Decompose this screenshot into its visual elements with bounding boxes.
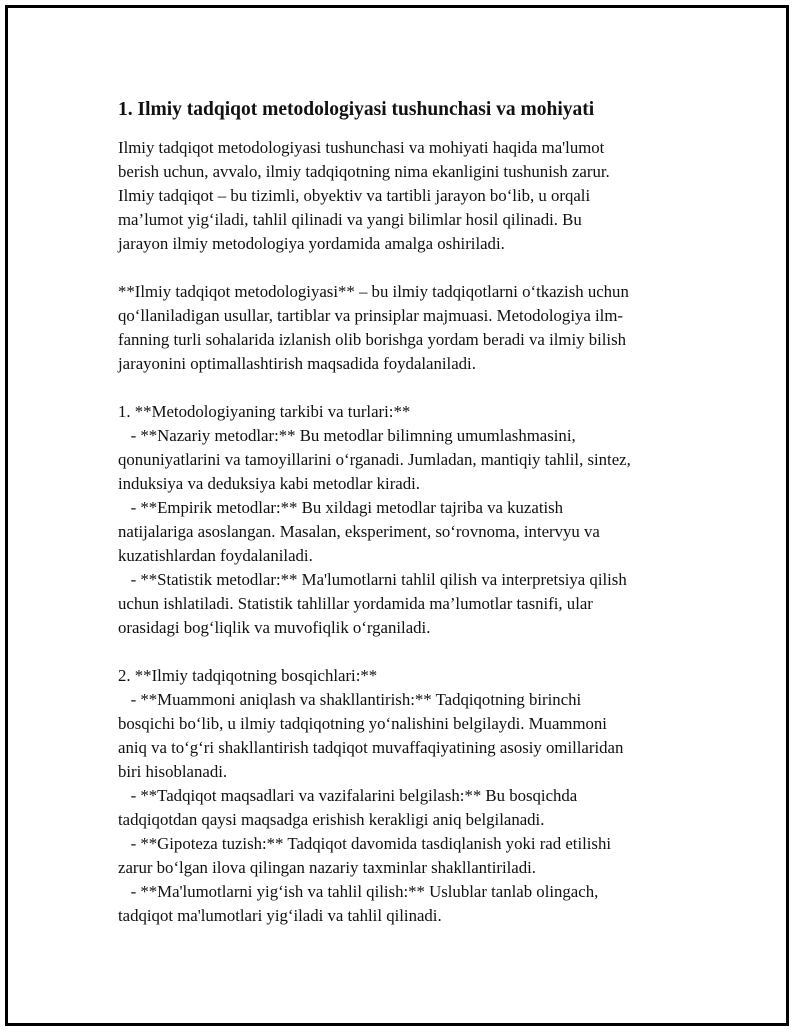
section-heading: 1. Ilmiy tadqiqot metodologiyasi tushunchasi va mohiyati (118, 99, 595, 120)
document-page (5, 5, 789, 1026)
text-line: jarayon ilmiy metodologiya yordamida amalga oshiriladi. (118, 234, 505, 253)
blank-line (118, 376, 693, 400)
text-line: 1. **Metodologiyaning tarkibi va turlari:** (118, 402, 411, 421)
text-line: aniq va to‘g‘ri shakllantirish tadqiqot muvaffaqiyatining asosiy omillaridan (118, 738, 624, 757)
document-body (118, 136, 693, 928)
text-line: biri hisoblanadi. (118, 762, 228, 781)
document-content (118, 98, 693, 928)
text-line: - **Gipoteza tuzish:** Tadqiqot davomida tasdiqlanish yoki rad etilishi (118, 834, 612, 853)
text-line: Ilmiy tadqiqot – bu tizimli, obyektiv va tartibli jarayon bo‘lib, u orqali (118, 186, 591, 205)
text-line: - **Statistik metodlar:** Ma'lumotlarni tahlil qilish va interpretsiya qilish (118, 570, 627, 589)
text-line: - **Ma'lumotlarni yig‘ish va tahlil qilish:** Uslublar tanlab olingach, (118, 882, 599, 901)
text-line: jarayonini optimallashtirish maqsadida foydalaniladi. (118, 354, 476, 373)
text-line: uchun ishlatiladi. Statistik tahlillar yordamida ma’lumotlar tasnifi, ular (118, 594, 593, 613)
blank-line (118, 256, 693, 280)
text-line: **Ilmiy tadqiqot metodologiyasi** – bu ilmiy tadqiqotlarni o‘tkazish uchun (118, 282, 629, 301)
text-line: qo‘llaniladigan usullar, tartiblar va prinsiplar majmuasi. Metodologiya ilm- (118, 306, 623, 325)
text-line: tadqiqotdan qaysi maqsadga erishish kerakligi aniq belgilanadi. (118, 810, 545, 829)
text-line: induksiya va deduksiya kabi metodlar kiradi. (118, 474, 420, 493)
text-line: Ilmiy tadqiqot metodologiyasi tushunchasi va mohiyati haqida ma'lumot (118, 138, 605, 157)
text-line: orasidagi bog‘liqlik va muvofiqlik o‘rganiladi. (118, 618, 431, 637)
text-line: - **Nazariy metodlar:** Bu metodlar bilimning umumlashmasini, (118, 426, 576, 445)
text-line: ma’lumot yig‘iladi, tahlil qilinadi va yangi bilimlar hosil qilinadi. Bu (118, 210, 582, 229)
text-line: natijalariga asoslangan. Masalan, eksperiment, so‘rovnoma, intervyu va (118, 522, 600, 541)
text-line: qonuniyatlarini va tamoyillarini o‘rganadi. Jumladan, mantiqiy tahlil, sintez, (118, 450, 631, 469)
text-line: tadqiqot ma'lumotlari yig‘iladi va tahlil qilinadi. (118, 906, 442, 925)
text-line: - **Tadqiqot maqsadlari va vazifalarini belgilash:** Bu bosqichda (118, 786, 578, 805)
text-line: kuzatishlardan foydalaniladi. (118, 546, 313, 565)
text-line: - **Muammoni aniqlash va shakllantirish:** Tadqiqotning birinchi (118, 690, 582, 709)
text-line: 2. **Ilmiy tadqiqotning bosqichlari:** (118, 666, 378, 685)
text-line: - **Empirik metodlar:** Bu xildagi metodlar tajriba va kuzatish (118, 498, 564, 517)
text-line: fanning turli sohalarida izlanish olib borishga yordam beradi va ilmiy bilish (118, 330, 626, 349)
text-line: berish uchun, avvalo, ilmiy tadqiqotning nima ekanligini tushunish zarur. (118, 162, 610, 181)
blank-line (118, 640, 693, 664)
text-line: bosqichi bo‘lib, u ilmiy tadqiqotning yo‘nalishini belgilaydi. Muammoni (118, 714, 607, 733)
text-line: zarur bo‘lgan ilova qilingan nazariy taxminlar shakllantiriladi. (118, 858, 536, 877)
